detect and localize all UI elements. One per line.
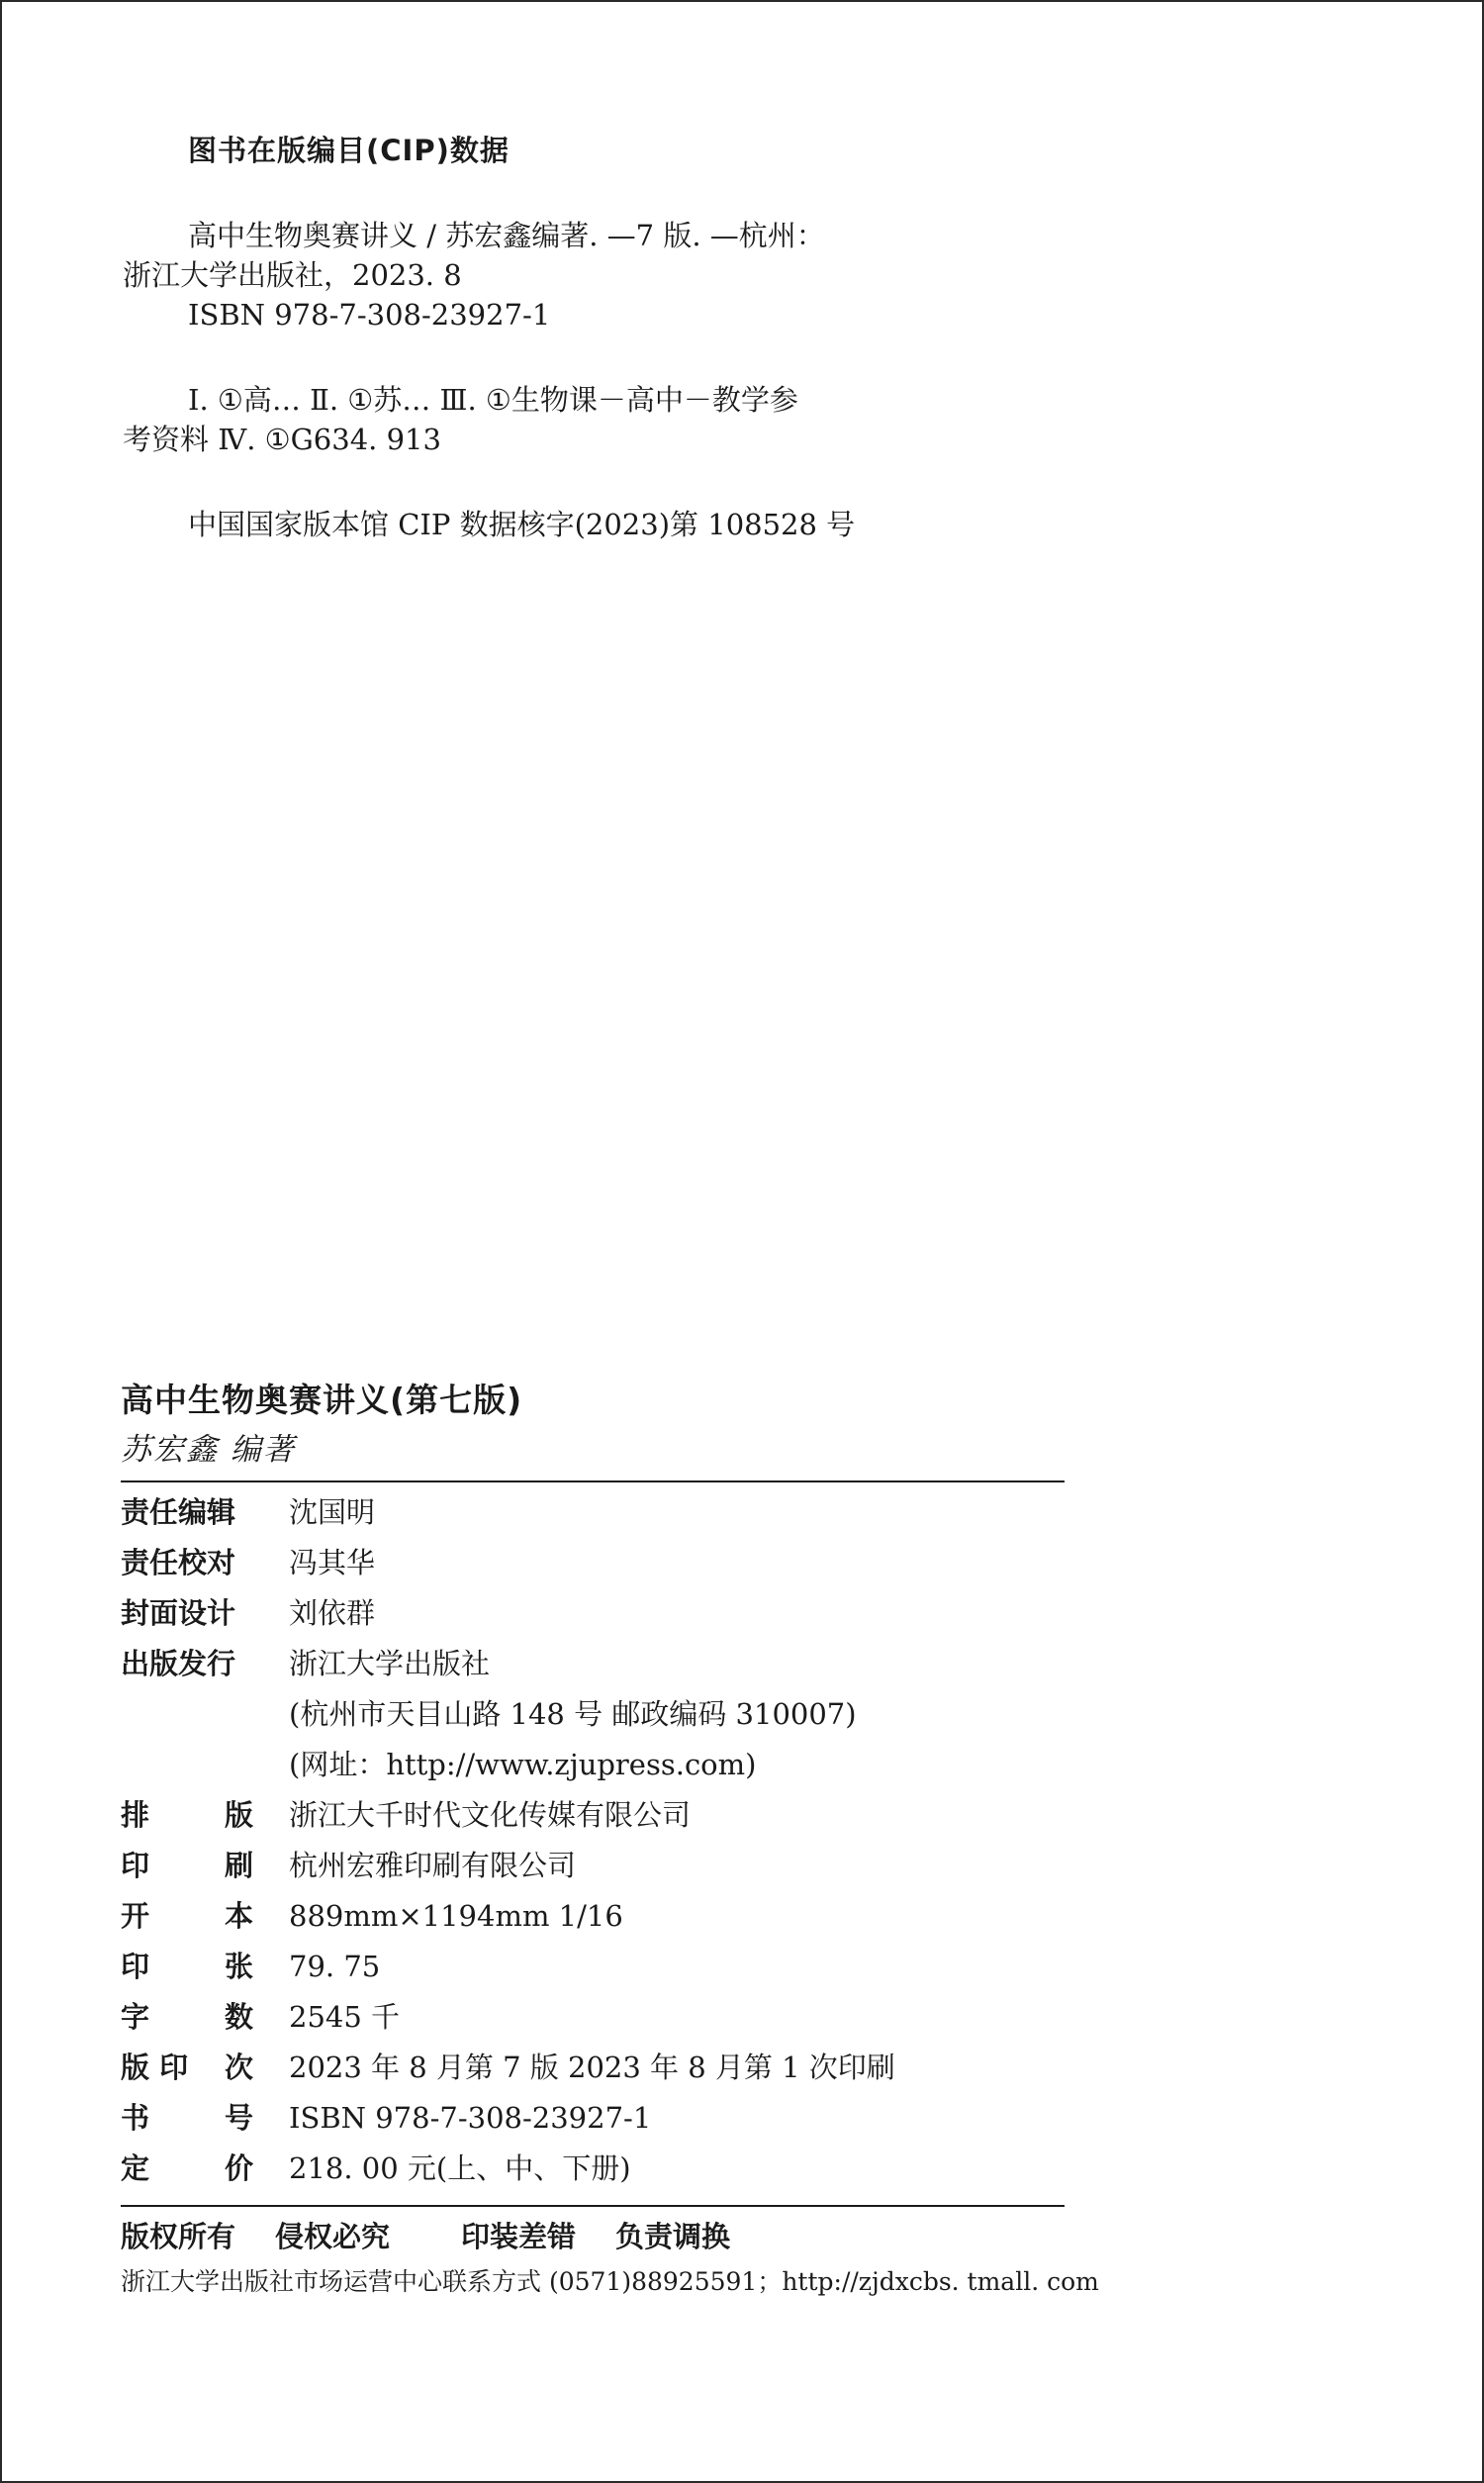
cip-title: 图书在版编目(CIP)数据: [188, 134, 510, 167]
detail-row: [121, 1844, 1387, 1894]
detail-label: 责任校对: [121, 1546, 236, 1579]
cip-entry-line-1: 高中生物奥赛讲义 / 苏宏鑫编著. —7 版. —杭州：: [188, 219, 825, 252]
detail-row: [121, 1793, 1387, 1844]
detail-row: [121, 1541, 1387, 1591]
detail-label: 出版发行: [121, 1647, 236, 1680]
cip-isbn: ISBN 978-7-308-23927-1: [188, 298, 551, 332]
detail-row: [121, 1945, 1387, 1995]
detail-row: [121, 2046, 1387, 2096]
detail-label: 字 数: [121, 2000, 253, 2034]
detail-value: 刘依群: [289, 1596, 376, 1630]
detail-value: 浙江大学出版社: [289, 1647, 491, 1680]
detail-label: 封面设计: [121, 1596, 236, 1630]
contact-info: 浙江大学出版社市场运营中心联系方式 (0571)88925591；http://zjdxcbs. tmall. com: [121, 2267, 1099, 2296]
exchange-notice: 负责调换: [615, 2220, 731, 2253]
bibliographic-block: [121, 1378, 1387, 2302]
cip-entry-line-2: 浙江大学出版社，2023. 8: [123, 258, 462, 292]
cip-classification-line-1: Ⅰ. ①高… Ⅱ. ①苏… Ⅲ. ①生物课－高中－教学参: [188, 383, 798, 417]
detail-value: 2023 年 8 月第 7 版 2023 年 8 月第 1 次印刷: [289, 2051, 895, 2084]
detail-value: 杭州宏雅印刷有限公司: [289, 1849, 577, 1882]
detail-row: [121, 1642, 1387, 1692]
cip-record-number: 中国国家版本馆 CIP 数据核字(2023)第 108528 号: [188, 508, 856, 541]
detail-value: ISBN 978-7-308-23927-1: [289, 2101, 652, 2135]
details-list: [121, 1490, 1387, 2197]
publisher-website: (网址：http://www.zjupress.com): [289, 1748, 757, 1781]
infringement-notice: 侵权必究: [275, 2220, 391, 2253]
detail-value: 浙江大千时代文化传媒有限公司: [289, 1798, 692, 1832]
detail-value: 79. 75: [289, 1950, 381, 1983]
detail-value: 沈国明: [289, 1495, 376, 1529]
divider-top: [121, 1480, 1065, 1482]
detail-label: 定 价: [121, 2151, 253, 2185]
rights-notice: [121, 2215, 1387, 2258]
detail-row: [121, 1894, 1387, 1945]
detail-row: [121, 1490, 1387, 1541]
detail-label: 责任编辑: [121, 1495, 236, 1529]
divider-bottom: [121, 2205, 1065, 2207]
printing-defect-notice: 印装差错: [461, 2220, 577, 2253]
detail-label: 版 印 次: [121, 2051, 253, 2084]
publisher-address-row: [121, 1692, 1387, 1743]
detail-value: 2545 千: [289, 2000, 401, 2034]
detail-label: 开 本: [121, 1899, 253, 1933]
detail-value: 冯其华: [289, 1546, 376, 1579]
rights-reserved: 版权所有: [121, 2220, 236, 2253]
detail-row: [121, 1591, 1387, 1642]
detail-label: 印 刷: [121, 1849, 253, 1882]
book-author: 苏宏鑫 编著: [121, 1432, 296, 1468]
detail-label: 印 张: [121, 1950, 253, 1983]
cip-classification-line-2: 考资料 Ⅳ. ①G634. 913: [123, 423, 441, 456]
detail-row: [121, 1995, 1387, 2046]
detail-label: 书 号: [121, 2101, 253, 2135]
detail-row: [121, 2147, 1387, 2197]
publisher-website-row: [121, 1743, 1387, 1793]
book-title: 高中生物奥赛讲义(第七版): [121, 1381, 523, 1419]
detail-row: [121, 2096, 1387, 2147]
publisher-address: (杭州市天目山路 148 号 邮政编码 310007): [289, 1697, 857, 1731]
detail-label: 排 版: [121, 1798, 253, 1832]
detail-value: 218. 00 元(上、中、下册): [289, 2151, 631, 2185]
cip-block: [123, 131, 1375, 544]
detail-value: 889mm×1194mm 1/16: [289, 1899, 623, 1933]
